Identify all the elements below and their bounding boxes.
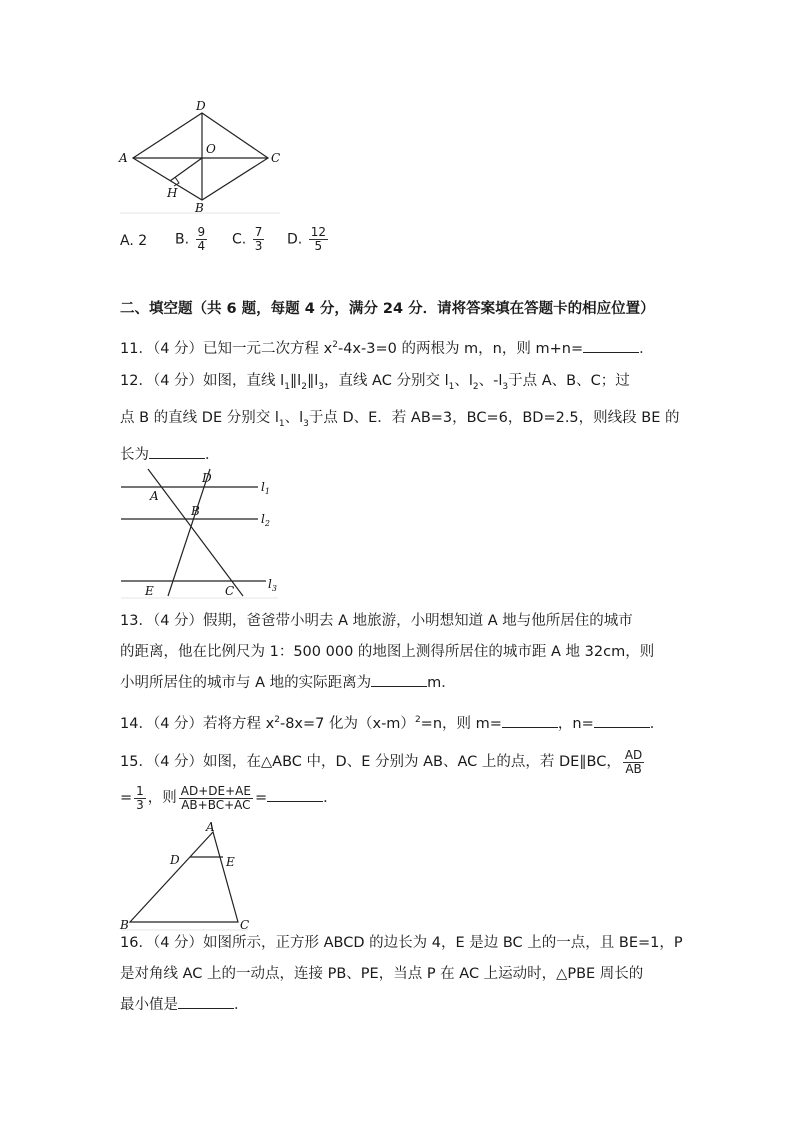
label-l3: $l_3$: [268, 577, 277, 593]
label-h: H: [167, 186, 178, 200]
answer-blank[interactable]: [583, 338, 639, 353]
label-a: A: [119, 151, 128, 165]
option-c: C. $\frac{7}{3}$: [232, 225, 263, 253]
label-d: D: [196, 99, 206, 113]
label-l1: $l_1$: [261, 480, 270, 496]
question-12: 12．（4 分）如图，直线 $l_1\parallel l_2\parallel l_3$，直线 AC 分别交 $l_1$、$l_2$、$-l_3$于点 A、B、C；过 点 B 的直线 DE 分别交 $l_1$、$l_3$于点 D、E．若 AB=3，BC=6，BD=2.5，则线段 BE 的 长为 ．: [120, 373, 680, 463]
answer-blank-n[interactable]: [594, 713, 650, 728]
label-b: B: [120, 918, 129, 932]
section-heading: 二、填空题（共 6 题，每题 4 分，满分 24 分．请将答案填在答题卡的相应位置）: [120, 301, 655, 317]
answer-blank-m[interactable]: [502, 713, 558, 728]
label-l2: $l_2$: [261, 512, 270, 528]
rhombus-figure: [115, 95, 290, 215]
label-o: O: [206, 142, 216, 156]
label-e: E: [145, 584, 154, 598]
answer-blank[interactable]: [371, 672, 427, 687]
label-b: B: [191, 504, 200, 518]
option-d: D. $\frac{12}{5}$: [287, 225, 326, 253]
question-11: 11．（4 分）已知一元二次方程 $x^2-4x-3=0$ 的两根为 m，n，则 m+n= ．: [120, 330, 680, 365]
parallel-lines-figure: [118, 466, 288, 600]
question-13: 13．（4 分）假期，爸爸带小明去 A 地旅游，小明想知道 A 地与他所居住的城市 的距离，他在比例尺为 1：500 000 的地图上测得所居住的城市距 A 地 32cm，则 小明所居住的城市与 A 地的实际距离为 m．: [120, 613, 655, 691]
question-14: 14．（4 分）若将方程 $x^2-8x=7$ 化为$(x-m)^2=n$，则 m= ，n= ．: [120, 705, 680, 740]
option-a: A. 2: [120, 233, 148, 249]
label-c: C: [271, 151, 281, 165]
label-d: D: [170, 853, 180, 867]
label-c: C: [240, 918, 250, 932]
label-d: D: [202, 471, 212, 485]
question-15: 15．（4 分）如图，在△ABC 中，D、E 分别为 AB、AC 上的点，若 DE∥BC， $\frac{AD}{AB}$ = $\frac{1}{3}$ ，则 $\frac{AD+DE+AE}{AB+BC+AC}$ = ．: [120, 747, 643, 812]
triangle-figure: [118, 820, 258, 932]
label-a: A: [206, 820, 215, 834]
answer-blank[interactable]: [178, 994, 234, 1009]
answer-blank[interactable]: [149, 444, 205, 459]
label-e: E: [226, 855, 235, 869]
label-a: A: [150, 489, 159, 503]
label-b: B: [195, 201, 204, 215]
option-b: B. $\frac{9}{4}$: [175, 225, 206, 253]
answer-blank[interactable]: [267, 787, 323, 802]
question-16: 16．（4 分）如图所示，正方形 ABCD 的边长为 4，E 是边 BC 上的一点，且 BE=1，P 是对角线 AC 上的一动点，连接 PB、PE，当点 P 在 AC 上运动时，△PBE 周长的 最小值是 ．: [120, 935, 683, 1013]
label-c: C: [225, 584, 235, 598]
